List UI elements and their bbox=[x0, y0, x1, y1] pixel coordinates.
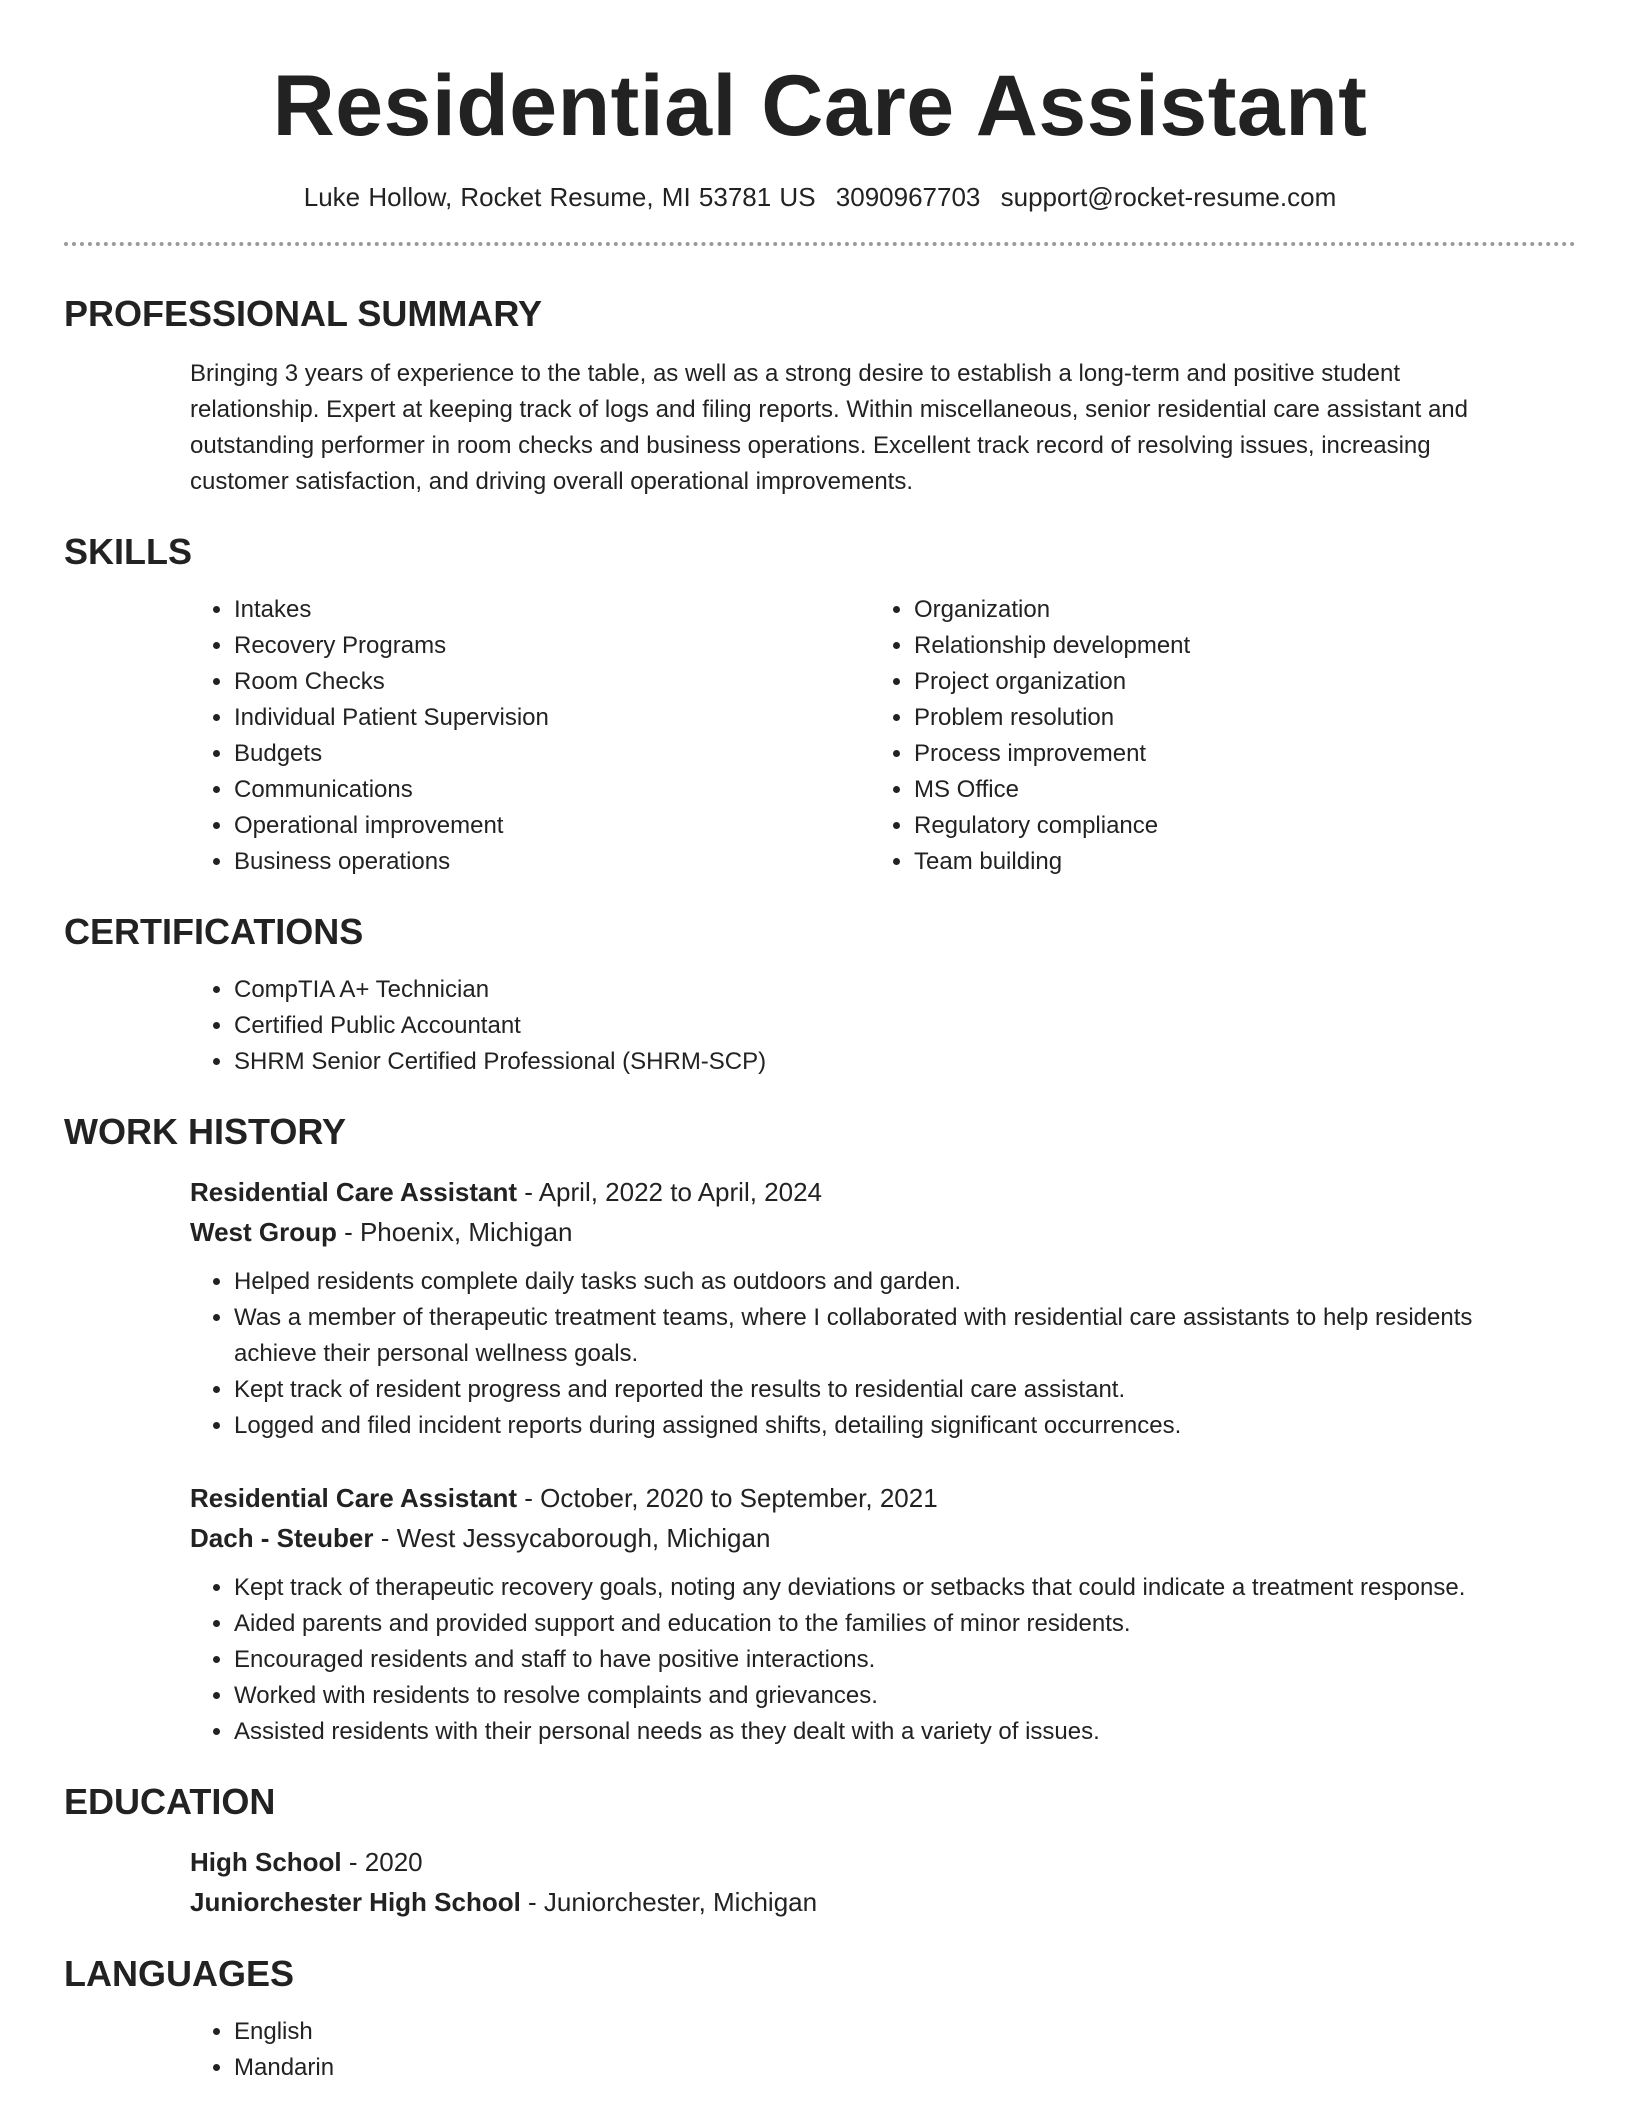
skill-item: • Operational improvement bbox=[234, 808, 914, 844]
job-bullets bbox=[64, 1570, 1576, 1750]
work-history-section bbox=[64, 1110, 1576, 1750]
job-bullet: • Encouraged residents and staff to have positive interactions. bbox=[234, 1642, 1544, 1678]
certification-item: • SHRM Senior Certified Professional (SHRM-SCP) bbox=[234, 1044, 1576, 1080]
skills-section bbox=[64, 530, 1576, 880]
skill-item: • Team building bbox=[914, 844, 1514, 880]
job-bullet: • Aided parents and provided support and education to the families of minor residents. bbox=[234, 1606, 1544, 1642]
skill-item: • Regulatory compliance bbox=[914, 808, 1514, 844]
language-item: • Mandarin bbox=[234, 2050, 1576, 2086]
education-section bbox=[64, 1780, 1576, 1922]
contact-email: support@rocket-resume.com bbox=[1000, 182, 1337, 212]
skills-list-right bbox=[914, 592, 1514, 880]
education-location: - Juniorchester, Michigan bbox=[520, 1887, 818, 1917]
skill-item: • Project organization bbox=[914, 664, 1514, 700]
job-title-line bbox=[190, 1478, 1576, 1518]
contact-address: Luke Hollow, Rocket Resume, MI 53781 US bbox=[303, 182, 816, 212]
skill-item: • Problem resolution bbox=[914, 700, 1514, 736]
job-location: - Phoenix, Michigan bbox=[336, 1217, 573, 1247]
job-bullet: • Helped residents complete daily tasks such as outdoors and garden. bbox=[234, 1264, 1544, 1300]
job-entry bbox=[64, 1172, 1576, 1444]
section-title-summary: PROFESSIONAL SUMMARY bbox=[64, 293, 543, 334]
header-divider bbox=[64, 242, 1576, 246]
skill-item: • Budgets bbox=[234, 736, 914, 772]
skill-item: • Recovery Programs bbox=[234, 628, 914, 664]
job-location: - West Jessycaborough, Michigan bbox=[373, 1523, 771, 1553]
job-company-line bbox=[190, 1518, 1576, 1558]
summary-text: Bringing 3 years of experience to the table, as well as a strong desire to establish a long-term and positive student relationship. Expert at keeping track of logs and filing reports. Within miscellaneous, senior residential care assistant and outstanding performer in room checks and business operations. Excellent track record of resolving issues, increasing customer satisfaction, and driving overall operational improvements. bbox=[190, 360, 1468, 495]
skills-list-left bbox=[64, 592, 914, 880]
skills-columns bbox=[64, 592, 1576, 880]
summary-section bbox=[64, 292, 1576, 500]
job-company-line bbox=[190, 1212, 1576, 1252]
section-title-certifications: CERTIFICATIONS bbox=[64, 911, 364, 952]
job-bullet: • Kept track of resident progress and reported the results to residential care assistant. bbox=[234, 1372, 1544, 1408]
job-bullet: • Assisted residents with their personal needs as they dealt with a variety of issues. bbox=[234, 1714, 1544, 1750]
section-title-education: EDUCATION bbox=[64, 1781, 276, 1822]
skill-item: • Intakes bbox=[234, 592, 914, 628]
certifications-section bbox=[64, 910, 1576, 1080]
education-degree: High School bbox=[190, 1847, 342, 1877]
resume-page bbox=[64, 0, 1576, 2086]
job-bullet: • Kept track of therapeutic recovery goals, noting any deviations or setbacks that could indicate a treatment response. bbox=[234, 1570, 1544, 1606]
section-title-languages: LANGUAGES bbox=[64, 1953, 295, 1994]
skill-item: • Room Checks bbox=[234, 664, 914, 700]
job-bullet: • Worked with residents to resolve complaints and grievances. bbox=[234, 1678, 1544, 1714]
job-dates: - April, 2022 to April, 2024 bbox=[517, 1177, 823, 1207]
job-entry bbox=[64, 1478, 1576, 1750]
job-bullet: • Was a member of therapeutic treatment teams, where I collaborated with residential care assistants to help residents achieve their personal wellness goals. bbox=[234, 1300, 1544, 1372]
skill-item: • Relationship development bbox=[914, 628, 1514, 664]
education-school-line bbox=[190, 1882, 1576, 1922]
resume-name: Residential Care Assistant bbox=[272, 58, 1368, 154]
skill-item: • Process improvement bbox=[914, 736, 1514, 772]
section-title-skills: SKILLS bbox=[64, 531, 193, 572]
contact-line bbox=[64, 180, 1576, 214]
job-dates: - October, 2020 to September, 2021 bbox=[517, 1483, 938, 1513]
certifications-list bbox=[64, 972, 1576, 1080]
education-entry bbox=[64, 1842, 1576, 1922]
job-bullets bbox=[64, 1264, 1576, 1444]
section-title-work-history: WORK HISTORY bbox=[64, 1111, 347, 1152]
job-role: Residential Care Assistant bbox=[190, 1177, 518, 1207]
certification-item: • Certified Public Accountant bbox=[234, 1008, 1576, 1044]
job-company: Dach - Steuber bbox=[190, 1523, 374, 1553]
certification-item: • CompTIA A+ Technician bbox=[234, 972, 1576, 1008]
skill-item: • Business operations bbox=[234, 844, 914, 880]
job-role: Residential Care Assistant bbox=[190, 1483, 518, 1513]
job-bullet: • Logged and filed incident reports during assigned shifts, detailing significant occurrences. bbox=[234, 1408, 1544, 1444]
skill-item: • Individual Patient Supervision bbox=[234, 700, 914, 736]
education-school: Juniorchester High School bbox=[190, 1887, 521, 1917]
skill-item: • MS Office bbox=[914, 772, 1514, 808]
skill-item: • Organization bbox=[914, 592, 1514, 628]
job-title-line bbox=[190, 1172, 1576, 1212]
education-year: - 2020 bbox=[341, 1847, 423, 1877]
contact-phone: 3090967703 bbox=[835, 182, 981, 212]
job-company: West Group bbox=[190, 1217, 337, 1247]
education-degree-line bbox=[190, 1842, 1576, 1882]
languages-list bbox=[64, 2014, 1576, 2086]
languages-section bbox=[64, 1952, 1576, 2086]
skill-item: • Communications bbox=[234, 772, 914, 808]
language-item: • English bbox=[234, 2014, 1576, 2050]
